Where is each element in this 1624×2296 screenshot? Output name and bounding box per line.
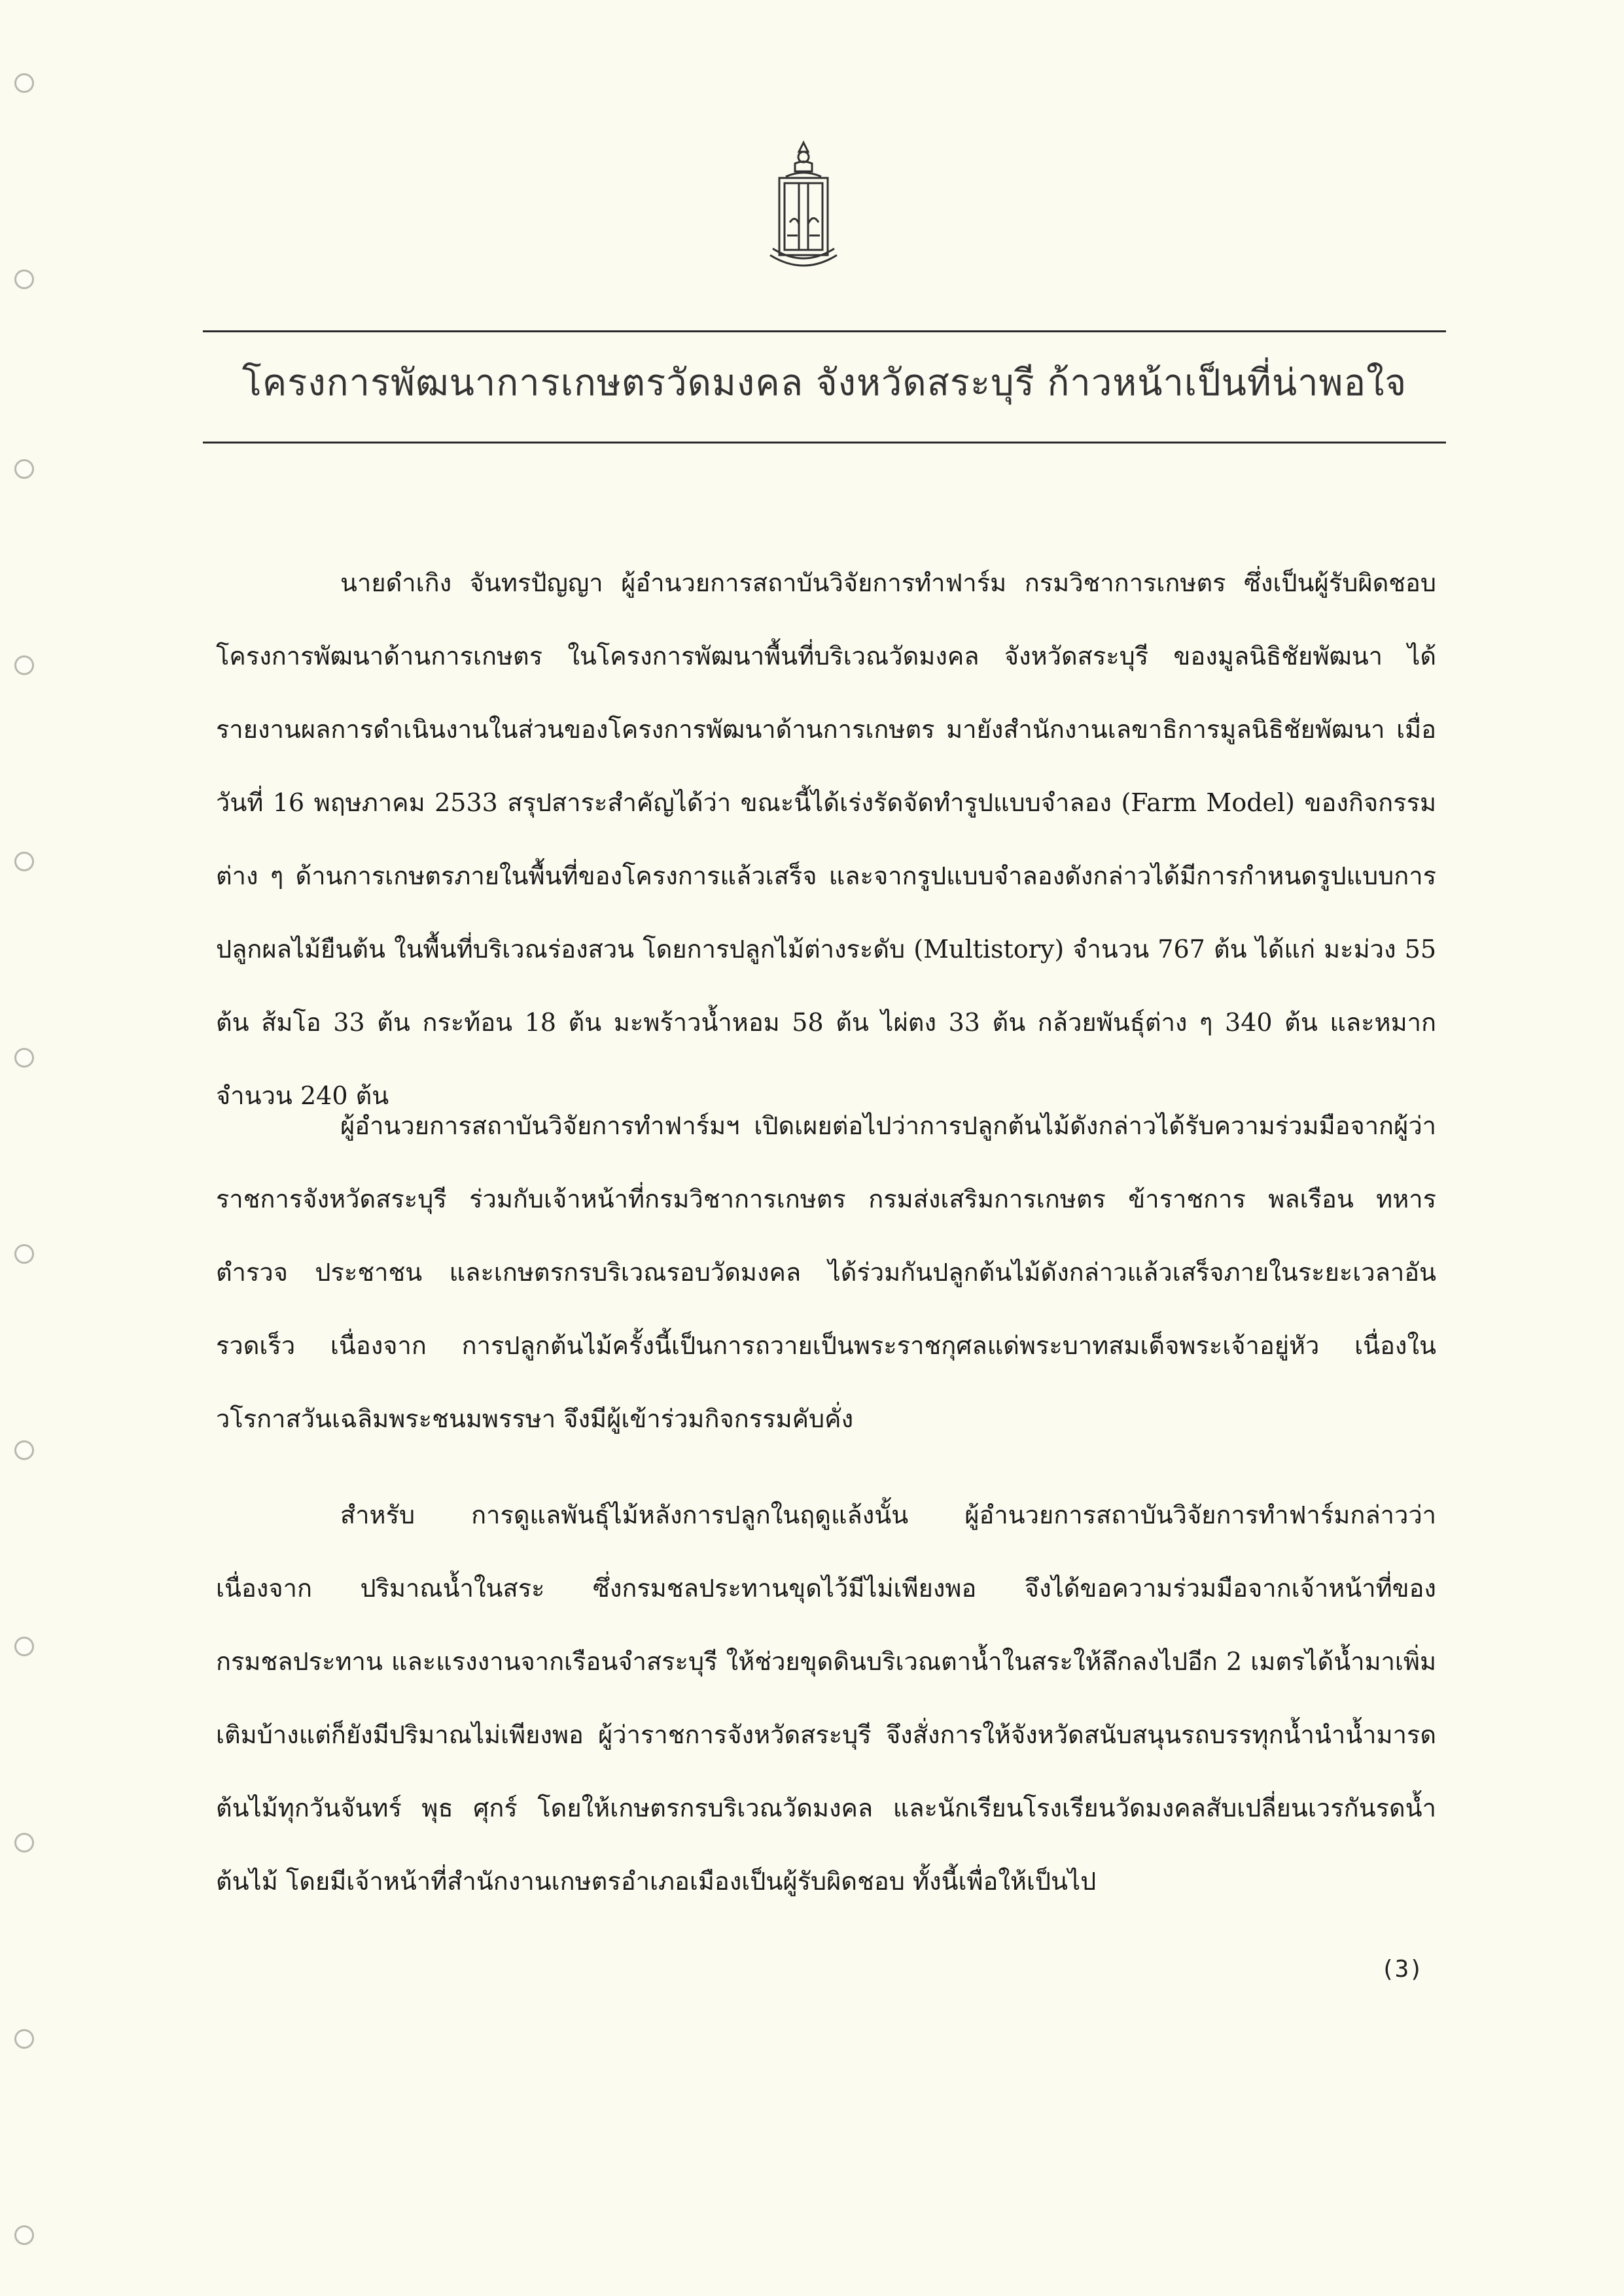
binder-hole [14,852,34,871]
binder-hole [14,1244,34,1264]
paragraph-1: นายดำเกิง จันทรปัญญา ผู้อำนวยการสถาบันวิจัยการทำฟาร์ม กรมวิชาการเกษตร ซึ่งเป็นผู้รับผิดชอบโครงการพัฒนาด้านการเกษตร ในโครงการพัฒนาพื้นที่บริเวณวัดมงคล จังหวัดสระบุรี ของมูลนิธิชัยพัฒนา ได้รายงานผลการดำเนินงานในส่วนของโครงการพัฒนาด้านการเกษตร มายังสำนักงานเลขาธิการมูลนิธิชัยพัฒนา เมื่อวันที่ 16 พฤษภาคม 2533 สรุปสาระสำคัญได้ว่า ขณะนี้ได้เร่งรัดจัดทำรูปแบบจำลอง (Farm Model) ของกิจกรรมต่าง ๆ ด้านการเกษตรภายในพื้นที่ของโครงการแล้วเสร็จ และจากรูปแบบจำลองดังกล่าวได้มีการกำหนดรูปแบบการปลูกผลไม้ยืนต้น ในพื้นที่บริเวณร่องสวน โดยการปลูกไม้ต่างระดับ (Multistory) จำนวน 767 ต้น ได้แก่ มะม่วง 55 ต้น ส้มโอ 33 ต้น กระท้อน 18 ต้น มะพร้าวน้ำหอม 58 ต้น ไผ่ตง 33 ต้น กล้วยพันธุ์ต่าง ๆ 340 ต้น และหมากจำนวน 240 ต้น [216,568,1437,1110]
binder-hole [14,1440,34,1460]
page-number: (3) [1381,1956,1424,1983]
document-title: โครงการพัฒนาการเกษตรวัดมงคล จังหวัดสระบุรี ก้าวหน้าเป็นที่น่าพอใจ [241,362,1407,404]
foundation-emblem-icon [761,137,846,278]
title-top-rule [203,330,1446,332]
binder-hole [14,1833,34,1852]
binder-hole [14,2225,34,2245]
binder-hole [14,1048,34,1068]
paragraph-2: ผู้อำนวยการสถาบันวิจัยการทำฟาร์มฯ เปิดเผยต่อไปว่าการปลูกต้นไม้ดังกล่าวได้รับความร่วมมือจากผู้ว่าราชการจังหวัดสระบุรี ร่วมกับเจ้าหน้าที่กรมวิชาการเกษตร กรมส่งเสริมการเกษตร ข้าราชการ พลเรือน ทหาร ตำรวจ ประชาชน และเกษตรกรบริเวณรอบวัดมงคล ได้ร่วมกันปลูกต้นไม้ดังกล่าวแล้วเสร็จภายในระยะเวลาอันรวดเร็ว เนื่องจาก การปลูกต้นไม้ครั้งนี้เป็นการถวายเป็นพระราชกุศลแด่พระบาทสมเด็จพระเจ้าอยู่หัว เนื่องในวโรกาสวันเฉลิมพระชนมพรรษา จึงมีผู้เข้าร่วมกิจกรรมคับคั่ง [216,1111,1436,1433]
binder-hole [14,270,34,289]
binder-hole [14,73,34,93]
paragraph-3: สำหรับ การดูแลพันธุ์ไม้หลังการปลูกในฤดูแล้งนั้น ผู้อำนวยการสถาบันวิจัยการทำฟาร์มกล่าวว่า เนื่องจาก ปริมาณน้ำในสระ ซึ่งกรมชลประทานขุดไว้มีไม่เพียงพอ จึงได้ขอความร่วมมือจากเจ้าหน้าที่ของกรมชลประทาน และแรงงานจากเรือนจำสระบุรี ให้ช่วยขุดดินบริเวณตาน้ำในสระให้ลึกลงไปอีก 2 เมตรได้น้ำมาเพิ่มเติมบ้างแต่ก็ยังมีปริมาณไม่เพียงพอ ผู้ว่าราชการจังหวัดสระบุรี จึงสั่งการให้จังหวัดสนับสนุนรถบรรทุกน้ำนำน้ำมารดต้นไม้ทุกวันจันทร์ พุธ ศุกร์ โดยให้เกษตรกรบริเวณวัดมงคล และนักเรียนโรงเรียนวัดมงคลสับเปลี่ยนเวรกันรดน้ำต้นไม้ โดยมีเจ้าหน้าที่สำนักงานเกษตรอำเภอเมืองเป็นผู้รับผิดชอบ ทั้งนี้เพื่อให้เป็นไป [216,1501,1436,1896]
binder-hole [14,2029,34,2049]
binder-hole [14,655,34,675]
title-bottom-rule [203,442,1446,444]
binder-hole [14,1637,34,1656]
binder-hole [14,459,34,479]
